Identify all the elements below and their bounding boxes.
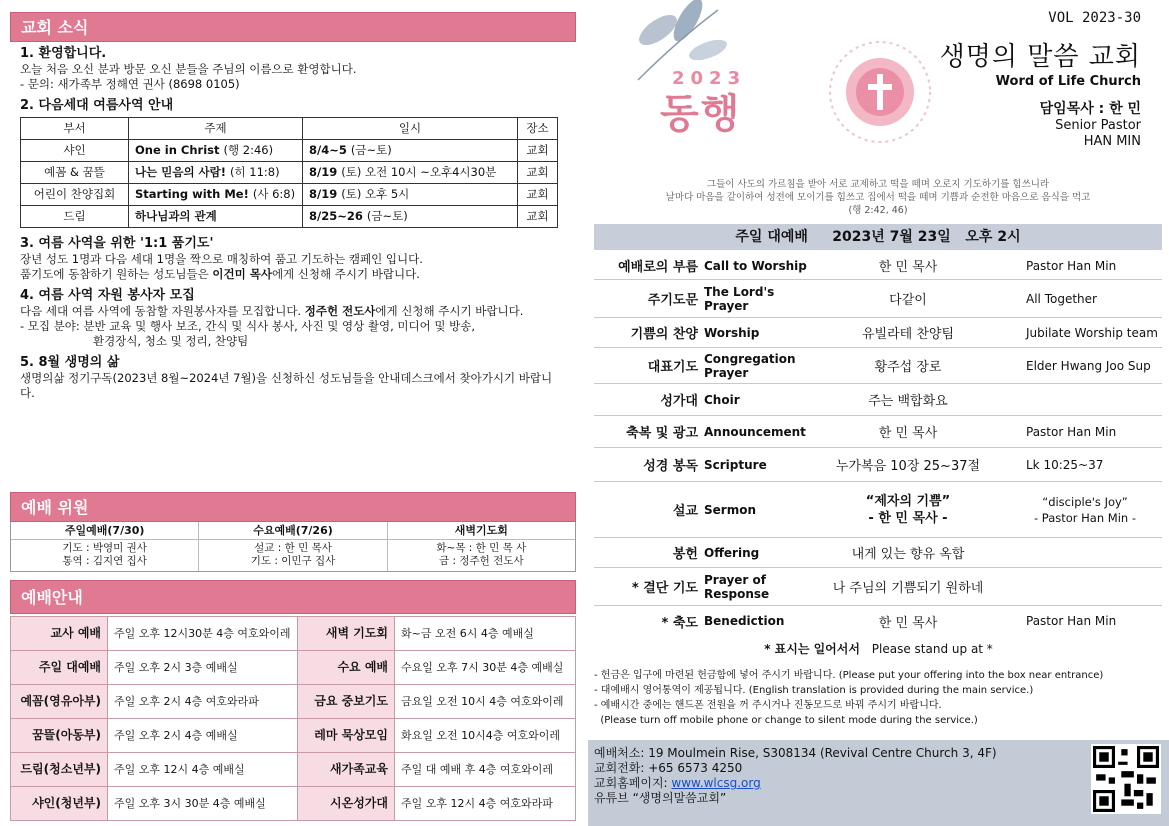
table-cell: 드림 <box>21 206 129 228</box>
service-time: 주일 오후 2시 4층 예배실 <box>108 719 298 753</box>
ref-text: (행 2:46) <box>223 143 274 157</box>
news-text: 오늘 처음 오신 분과 방문 오신 분들을 주님의 이름으로 환영합니다. <box>20 62 357 76</box>
date-text: 8/25~26 <box>309 209 363 223</box>
date-text: 8/19 <box>309 165 338 179</box>
service-time: 주일 오후 12시 4층 여호와라파 <box>395 787 576 821</box>
news-text: - 문의: 새가족부 정해연 권사 (8698 0105) <box>20 77 240 91</box>
table-cell <box>129 140 303 162</box>
scripture-verse <box>598 178 1158 217</box>
service-name: 드림(청소년부) <box>11 753 108 787</box>
order-item-ko: 성가대 <box>660 394 698 409</box>
services-table <box>10 616 576 821</box>
table-cell: 교회 <box>518 206 558 228</box>
table-cell <box>303 184 518 206</box>
roles-wednesday <box>199 522 387 571</box>
news-text-part: 품기도에 동참하기 원하는 성도님들은 <box>20 267 213 281</box>
service-time: 주일 오후 3시 30분 4층 예배실 <box>108 787 298 821</box>
date-note: (토) 오후 5시 <box>341 187 410 201</box>
date-text: 8/4~5 <box>309 143 347 157</box>
table-header: 장소 <box>518 118 558 140</box>
subject-text: 하나님과의 관계 <box>135 209 217 223</box>
roles-header: 예배 위원 <box>10 492 576 522</box>
table-row <box>21 184 558 206</box>
order-item-ko: 기쁨의 찬양 <box>630 327 698 342</box>
left-page <box>10 0 576 826</box>
service-time: 주일 오후 2시 4층 여호와라파 <box>108 685 298 719</box>
order-leader-en: Lk 10:25~37 <box>1026 457 1104 472</box>
table-row <box>11 651 576 685</box>
roles-col-title: 주일예배(7/30) <box>11 522 198 540</box>
services-section <box>10 580 576 821</box>
news-text: - 모집 분야: 분반 교육 및 행사 보조, 간식 및 식사 봉사, 사진 및 영상 촬영, 미디어 및 방송, <box>20 319 476 333</box>
order-leader-ko: 누가복음 10장 25~37절 <box>835 459 981 474</box>
sermon-title-ko <box>808 493 1008 527</box>
services-header: 예배안내 <box>10 580 576 614</box>
order-leader-en: Elder Hwang Joo Sup <box>1026 358 1151 373</box>
table-cell: 예꼼 & 꿈뜰 <box>21 162 129 184</box>
order-leader-ko: 한 민 목사 <box>878 260 938 275</box>
order-leader-ko: 한 민 목사 <box>878 615 938 631</box>
order-leader-ko: 황주섭 장로 <box>874 360 942 375</box>
order-item-ko: 대표기도 <box>647 360 698 375</box>
stand-note <box>588 640 1169 657</box>
pastor-title: Senior Pastor <box>1055 118 1141 133</box>
phone: 교회전화: +65 6573 4250 <box>594 761 743 775</box>
role-line: 기도 : 이민구 집사 <box>250 555 336 567</box>
volume-number: VOL 2023-30 <box>1048 10 1141 26</box>
order-leader-ko: 내게 있는 향유 옥합 <box>851 547 965 562</box>
news-item-title: 1. 환영합니다. <box>20 46 107 61</box>
summer-schedule-table <box>20 117 558 228</box>
order-leader-en: Pastor Han Min <box>1026 614 1117 628</box>
subject-text: One in Christ <box>135 143 220 157</box>
service-name: 샤인(청년부) <box>11 787 108 821</box>
order-leader-en: Pastor Han Min <box>1026 424 1117 439</box>
table-cell <box>303 206 518 228</box>
order-leader-en: Jubilate Worship team <box>1026 325 1158 340</box>
order-item-ko: 축복 및 광고 <box>626 426 698 441</box>
service-name: 금요 중보기도 <box>298 685 395 719</box>
order-item-ko: * 축도 <box>661 615 698 631</box>
order-row <box>594 606 1162 636</box>
stand-note-en: Please stand up at * <box>871 642 993 656</box>
website <box>594 776 1163 791</box>
service-time: 수요일 오후 7시 30분 4층 예배실 <box>395 651 576 685</box>
subject-text: Starting with Me! <box>135 187 249 201</box>
table-row <box>11 787 576 821</box>
date-text: 8/19 <box>309 187 338 201</box>
table-cell: 샤인 <box>21 140 129 162</box>
roles-col-title: 새벽기도회 <box>388 522 575 540</box>
order-header: 주일 대예배 2023년 7월 23일 오후 2시 <box>594 224 1162 250</box>
role-line: 화~목 : 한 민 목 사 <box>436 542 527 554</box>
church-name-en: Word of Life Church <box>995 74 1141 89</box>
address: 예배처소: 19 Moulmein Rise, S308134 (Revival Centre Church 3, 4F) <box>594 746 997 760</box>
table-cell <box>129 184 303 206</box>
year-label: 2023 <box>672 68 747 89</box>
sermon-preacher: - 한 민 목사 - <box>868 510 948 526</box>
service-time: 주일 오후 12시30분 4층 여호와이레 <box>108 617 298 651</box>
news-section <box>10 42 576 401</box>
news-item-title: 2. 다음세대 여름사역 안내 <box>20 98 174 113</box>
order-row <box>594 318 1162 348</box>
date-note: (금~토) <box>366 209 408 223</box>
service-time: 금요일 오전 10시 4층 여호와이레 <box>395 685 576 719</box>
service-time: 주일 오후 12시 4층 예배실 <box>108 753 298 787</box>
contact-name: 정주헌 전도사 <box>304 304 376 318</box>
notices <box>594 668 1166 728</box>
news-text: 환경장식, 청소 및 정리, 찬양팀 <box>93 334 249 348</box>
news-text: 장년 성도 1명과 다음 세대 1명을 짝으로 매칭하여 품고 기도하는 캠페인 입니다. <box>20 252 423 266</box>
order-row <box>594 280 1162 318</box>
service-name: 시온성가대 <box>298 787 395 821</box>
contact-name: 이건미 목사 <box>212 267 272 281</box>
order-leader-ko: 주는 백합화요 <box>868 394 948 409</box>
table-row <box>11 753 576 787</box>
website-label: 교회홈페이지: <box>594 776 672 790</box>
youtube: 유튜브 “생명의말씀교회” <box>594 791 727 805</box>
table-header: 부서 <box>21 118 129 140</box>
table-cell: 교회 <box>518 140 558 162</box>
cross-seal-icon <box>828 40 932 144</box>
roles-table <box>10 522 576 572</box>
order-item-en: The Lord's Prayer <box>704 284 775 313</box>
subject-text: 나는 믿음의 사람! <box>135 165 227 179</box>
order-item-en: Benediction <box>704 614 785 628</box>
table-row <box>11 617 576 651</box>
service-time: 화요일 오전 10시4층 여호와이레 <box>395 719 576 753</box>
service-name: 예꼼(영유아부) <box>11 685 108 719</box>
senior-pastor-en <box>1055 118 1141 150</box>
date-note: (금~토) <box>350 143 392 157</box>
service-name: 수요 예배 <box>298 651 395 685</box>
order-item-ko: * 결단 기도 <box>631 581 698 596</box>
order-leader-ko: 다같이 <box>889 293 927 308</box>
table-row <box>11 719 576 753</box>
order-item-ko: 봉헌 <box>672 547 698 562</box>
service-name: 교사 예배 <box>11 617 108 651</box>
service-time: 화~금 오전 6시 4층 예배실 <box>395 617 576 651</box>
service-name: 새가족교육 <box>298 753 395 787</box>
senior-pastor-ko: 담임목사 : 한 민 <box>1039 101 1141 117</box>
roles-sunday <box>11 522 199 571</box>
role-line: 금 : 정주헌 전도사 <box>439 555 524 567</box>
table-cell <box>129 162 303 184</box>
table-header: 일시 <box>303 118 518 140</box>
table-cell: 어린이 찬양집회 <box>21 184 129 206</box>
table-row <box>11 685 576 719</box>
order-row <box>594 416 1162 448</box>
order-item-ko: 주기도문 <box>647 293 698 308</box>
news-item-title: 3. 여름 사역을 위한 '1:1 품기도' <box>20 236 214 251</box>
sermon-title: “disciple's Joy” <box>1042 494 1128 509</box>
order-leader-en: All Together <box>1026 291 1097 306</box>
service-time: 주일 대 예배 후 4층 여호와이레 <box>395 753 576 787</box>
order-leader-en: Pastor Han Min <box>1026 258 1117 273</box>
news-text <box>20 304 566 319</box>
order-item-en: Scripture <box>704 457 767 472</box>
stand-note-ko: * 표시는 일어서서 <box>764 642 860 656</box>
news-item-title: 4. 여름 사역 자원 봉사자 모집 <box>20 288 195 303</box>
service-name: 레마 묵상모임 <box>298 719 395 753</box>
table-row <box>21 140 558 162</box>
verse-ref: (행 2:42, 46) <box>848 205 908 216</box>
ref-text: (히 11:8) <box>230 165 280 179</box>
table-header: 주제 <box>129 118 303 140</box>
table-cell: 교회 <box>518 162 558 184</box>
order-item-en: Choir <box>704 392 740 407</box>
order-item-en: Sermon <box>704 502 756 517</box>
roles-col-title: 수요예배(7/26) <box>199 522 386 540</box>
order-item-en: Offering <box>704 545 760 560</box>
news-text: 생명의삶 정기구독(2023년 8월~2024년 7월)을 신청하신 성도님들을 안내데스크에서 찾아가시기 바랍니다. <box>20 371 553 400</box>
right-page <box>588 0 1169 826</box>
order-item-ko: 성경 봉독 <box>643 459 698 474</box>
table-cell: 교회 <box>518 184 558 206</box>
news-text <box>20 267 566 282</box>
news-text-part: 다음 세대 여름 사역에 동참할 자원봉사자를 모집합니다. <box>20 304 305 318</box>
order-item-en: Worship <box>704 325 760 340</box>
order-row-sermon <box>594 482 1162 538</box>
order-of-worship <box>594 252 1162 636</box>
order-item-en: Congregation Prayer <box>704 351 796 380</box>
qr-code-icon <box>1091 744 1161 814</box>
notice-line: - 예배시간 중에는 핸드폰 전원을 꺼 주시거나 진동모드로 바꿔 주시기 바랍니다. <box>594 700 942 711</box>
order-row <box>594 252 1162 280</box>
notice-line: - 대예배시 영어통역이 제공됩니다. (English translation is provided during the main service.) <box>594 685 1034 696</box>
order-row <box>594 568 1162 606</box>
order-item-ko: 설교 <box>672 504 698 519</box>
role-line: 설교 : 한 민 목사 <box>254 542 332 554</box>
news-text-part: 에게 신청해 주시기 바랍니다. <box>271 267 420 281</box>
order-item-en: Call to Worship <box>704 258 807 273</box>
news-text-part: 에게 신청해 주시기 바랍니다. <box>375 304 524 318</box>
theme-title: 동행 <box>660 91 742 137</box>
news-header: 교회 소식 <box>10 12 576 42</box>
verse-line: 그들이 사도의 가르침을 받아 서로 교제하고 떡을 떼며 오로지 기도하기를 힘쓰니라 <box>706 179 1050 190</box>
table-row <box>21 162 558 184</box>
roles-section <box>10 492 576 572</box>
news-item-title: 5. 8월 생명의 삶 <box>20 355 120 370</box>
website-link[interactable]: www.wlcsg.org <box>671 776 761 790</box>
sermon-title: “제자의 기쁨” <box>865 493 951 509</box>
order-row <box>594 384 1162 416</box>
table-cell <box>303 140 518 162</box>
footer <box>588 740 1169 826</box>
service-name: 주일 대예배 <box>11 651 108 685</box>
order-leader-ko: 나 주님의 기쁨되기 원하네 <box>832 581 984 596</box>
church-name-ko: 생명의 말씀 교회 <box>939 42 1141 72</box>
order-item-en: Announcement <box>704 424 806 439</box>
date-note: (토) 오전 10시 ~오후4시30분 <box>341 165 497 179</box>
order-item-ko: 예배로의 부름 <box>618 260 698 275</box>
service-time: 주일 오후 2시 3층 예배실 <box>108 651 298 685</box>
table-row <box>21 206 558 228</box>
order-row <box>594 538 1162 568</box>
order-item-en: Prayer of Response <box>704 572 770 601</box>
role-line: 통역 : 김지연 집사 <box>62 555 147 567</box>
service-name: 새벽 기도회 <box>298 617 395 651</box>
order-row <box>594 348 1162 384</box>
notice-line: (Please turn off mobile phone or change to silent mode during the service.) <box>594 715 978 726</box>
service-name: 꿈뜰(아동부) <box>11 719 108 753</box>
table-cell <box>303 162 518 184</box>
notice-line: - 헌금은 입구에 마련된 헌금함에 넣어 주시기 바랍니다. (Please put your offering into the box near entrance) <box>594 670 1104 681</box>
order-leader-ko: 한 민 목사 <box>878 426 938 441</box>
order-leader-ko: 유빌라테 찬양팀 <box>861 327 955 342</box>
verse-line: 날마다 마음을 같이하여 성전에 모이기를 힘쓰고 집에서 떡을 떼며 기쁨과 순전한 마음으로 음식을 먹고 <box>665 192 1091 203</box>
sermon-preacher: - Pastor Han Min - <box>1033 510 1137 525</box>
sermon-title-en <box>1008 494 1162 526</box>
order-row <box>594 448 1162 482</box>
role-line: 기도 : 박영미 권사 <box>62 542 147 554</box>
table-cell <box>129 206 303 228</box>
ref-text: (사 6:8) <box>252 187 296 201</box>
roles-dawn <box>388 522 575 571</box>
pastor-name: HAN MIN <box>1083 134 1141 149</box>
